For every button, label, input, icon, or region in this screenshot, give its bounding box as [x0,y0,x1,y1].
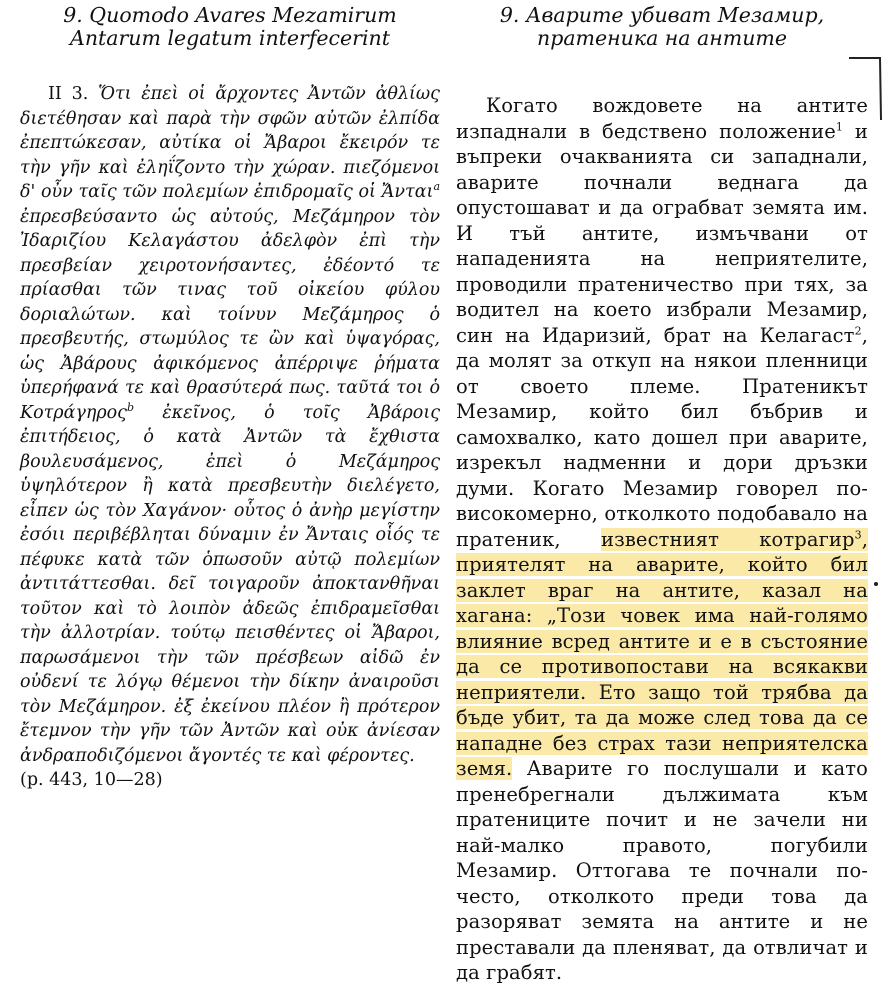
chapter-reference: II 3. [48,84,89,104]
highlight-part-2: , приятелят на аварите, който бил заклет враг на антите, казал на хагана: „Този човек има най-голямо влияние всред антите и е в състояние да се противопостави на всякакви неприятели. Ето защо той трябва да бъде убит, та да може след това да се нападне без страх тази неприятелска земя. [456,527,868,780]
translation-part-2: и въпреки очакванията си западнали, аварите почнали веднага да опустошават и да ограбват земята им. И тъй антите, измъчвани от нападенията на неприятелите, проводили пратеничество при тях, за водител на което избрали Мезамир, син на Идаризий, брат на Келагаст [456,119,868,347]
bulgarian-column [456,4,868,986]
greek-text-part-2: ἐπρεσβεύσαντο ὡς αὐτούς, Μεζάμηρον τὸν Ἰδαριζίου Κελαγάστου ἀδελφὸν ἐπὶ τὴν πρεσβείαν χειροτονήσαντες, ἐδέοντό τε πρίασθαι τῶν τινας τοῦ οἰκείου φύλου δοριαλώτων. καὶ τοίνυν Μεζάμηρος ὁ πρεσβευτής, στωμύλος τε ὢν καὶ ὑψαγόρας, ὡς Ἀβάρους ἀφικόμενος ἀπέρριψε ῥήματα ὑπερήφανά τε καὶ θρασύτερά πως. ταῦτά τοι ὁ Κοτράγηρος [20,206,440,423]
footnote-marker-1: 1 [835,120,843,133]
latin-heading: 9. Quomodo Avares Mezamirum Antarum legatum interfecerint [63,3,397,50]
translation-part-1: Когато вождовете на антите изпаднали в бедствено положение [456,94,868,143]
bulgarian-translation [456,93,868,986]
margin-dot-mark [874,582,878,586]
greek-text-part-3: ἐκεῖνος, ὁ τοῖς Ἀβάροις ἐπιτήδειος, ὁ κατὰ Ἀντῶν τὰ ἔχθιστα βουλευσάμενος, ἐπεὶ ὁ Μεζάμηρος ὑψηλότερον ἢ κατὰ πρεσβευτὴν διελέγετο, εἶπεν ὡς τὸν Χαγάνον· οὗτος ὁ ἀνὴρ μεγίστην ἐσόιι περιβέβληται δύναμιν ἐν Ἄνταις οἷός τε πέφυκε κατὰ τῶν ὁπωσοῦν αὐτῷ πολεμίων ἀντιτάττεσθαι. δεῖ τοιγαροῦν ἀποκτανθῆναι τοῦτον καὶ τὸ λοιπὸν ἀδεῶς ἐπιδραμεῖσθαι τὴν ἀλλοτρίαν. τούτῳ πεισθέντες οἱ Ἄβαροι, παρωσάμενοι τὴν τῶν πρέσβεων αἰδῶ ἐν οὐδενί τε λόγῳ θέμενοι τὴν δίκην ἀναιροῦσι τὸν Μεζάμηρον. ἐξ ἐκείνου πλέον ἢ πρότερον ἔτεμνον τὴν γῆν τῶν Ἀντῶν καὶ οὐκ ἀνίεσαν ἀνδραποδιζόμενοι ἄγοντές τε καὶ φέροντες. [20,402,440,766]
highlight-part-1: известният котрагир [601,527,855,551]
translation-part-3: , да молят за откуп на някои пленници от своето племе. Пратеникът Мезамир, който бил бъбрив и самохвалко, като дошел при аварите, изрекъл надменни и дори дръзки думи. Когато Мезамир говорел по-високомерно, отколкото подобавало на пратеник, [456,323,868,551]
margin-bracket-mark [847,54,887,124]
highlighted-passage [456,528,868,781]
greek-text-part-1: Ὅτι ἐπεὶ οἱ ἄρχοντες Ἀντῶν ἀθλίως διετέθησαν καὶ παρὰ τὴν σφῶν αὐτῶν ἐλπίδα ἐπεπτώκεσαν, αὐτίκα οἱ Ἄβαροι ἔκειρόν τε τὴν γῆν καὶ ἐληΐζοντο τὴν χώραν. πιεζόμενοι δ' οὖν ταῖς τῶν πολεμίων ἐπιδρομαῖς οἱ Ἄνται [20,84,440,202]
latin-greek-column [20,4,440,793]
greek-passage [20,82,440,793]
footnote-marker-3: 3 [854,528,862,541]
page-reference: (p. 443, 10—28) [20,770,163,790]
footnote-marker-2: 2 [854,324,862,337]
footnote-marker-a: a [433,180,440,194]
footnote-marker-b: b [126,400,135,414]
bulgarian-heading: 9. Аварите убиват Мезамир, пратеника на антите [499,3,825,50]
translation-part-4: Аварите го послушали и като пренебрегнали дължимата към пратениците почит и не зачели ни най-малко правото, погубили Мезамир. Оттогава те почнали по-често, отколкото преди това да разоряват земята на антите и не преставали да пленяват, да отвличат и да грабят. [456,757,868,984]
